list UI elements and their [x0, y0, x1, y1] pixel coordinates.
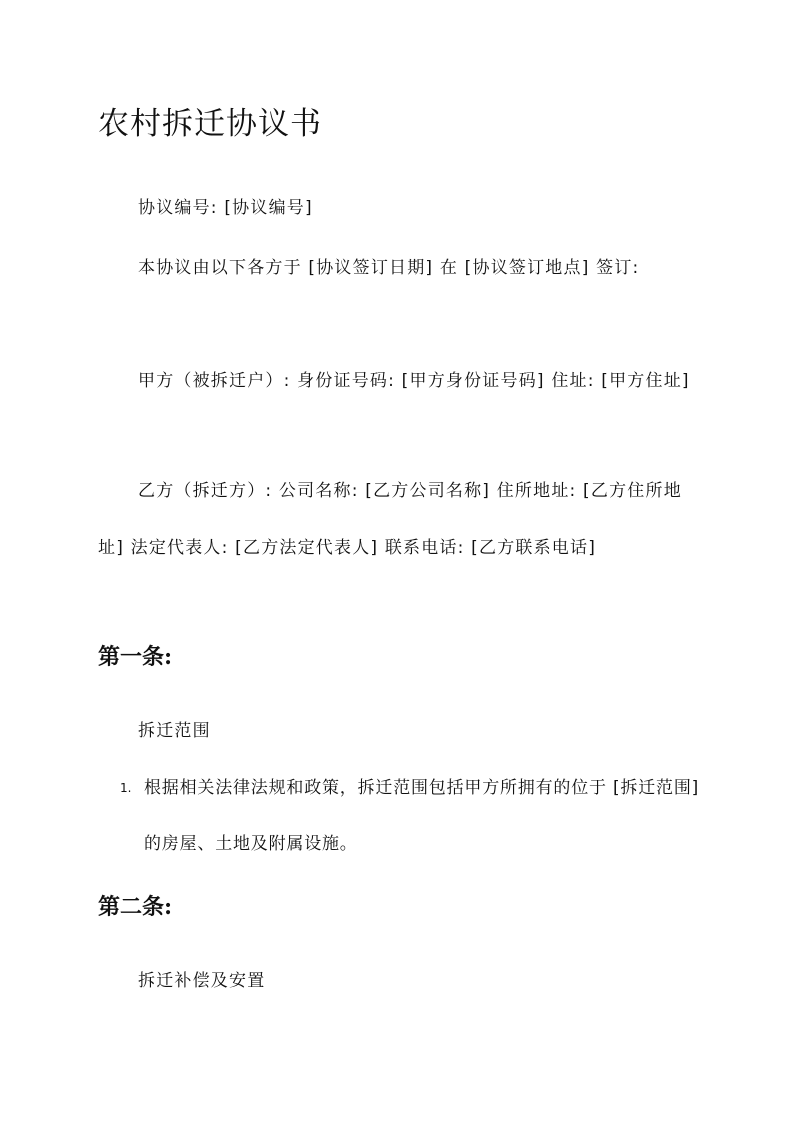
article-2-subtitle: 拆迁补偿及安置 [138, 971, 266, 991]
party-b-info: 乙方（拆迁方）: 公司名称: [乙方公司名称] 住所地址: [乙方住所地址] 法定代表人: [乙方法定代表人] 联系电话: [乙方联系电话] [98, 481, 682, 558]
party-a-info: 甲方（被拆迁户）: 身份证号码: [甲方身份证号码] 住址: [甲方住址] [138, 371, 690, 391]
list-item [120, 760, 700, 872]
article-1-heading: 第一条: [98, 644, 173, 670]
document-title: 农村拆迁协议书 [98, 106, 322, 142]
list-item-number: 1. [120, 781, 132, 795]
list-item-text: 根据相关法律法规和政策，拆迁范围包括甲方所拥有的位于 [拆迁范围] 的房屋、土地及附属设施。 [144, 778, 700, 854]
article-2-heading: 第二条: [98, 894, 173, 920]
agreement-number: 协议编号: [协议编号] [138, 198, 313, 218]
intro-paragraph: 本协议由以下各方于 [协议签订日期] 在 [协议签订地点] 签订: [138, 258, 640, 278]
article-1-subtitle: 拆迁范围 [138, 721, 211, 741]
